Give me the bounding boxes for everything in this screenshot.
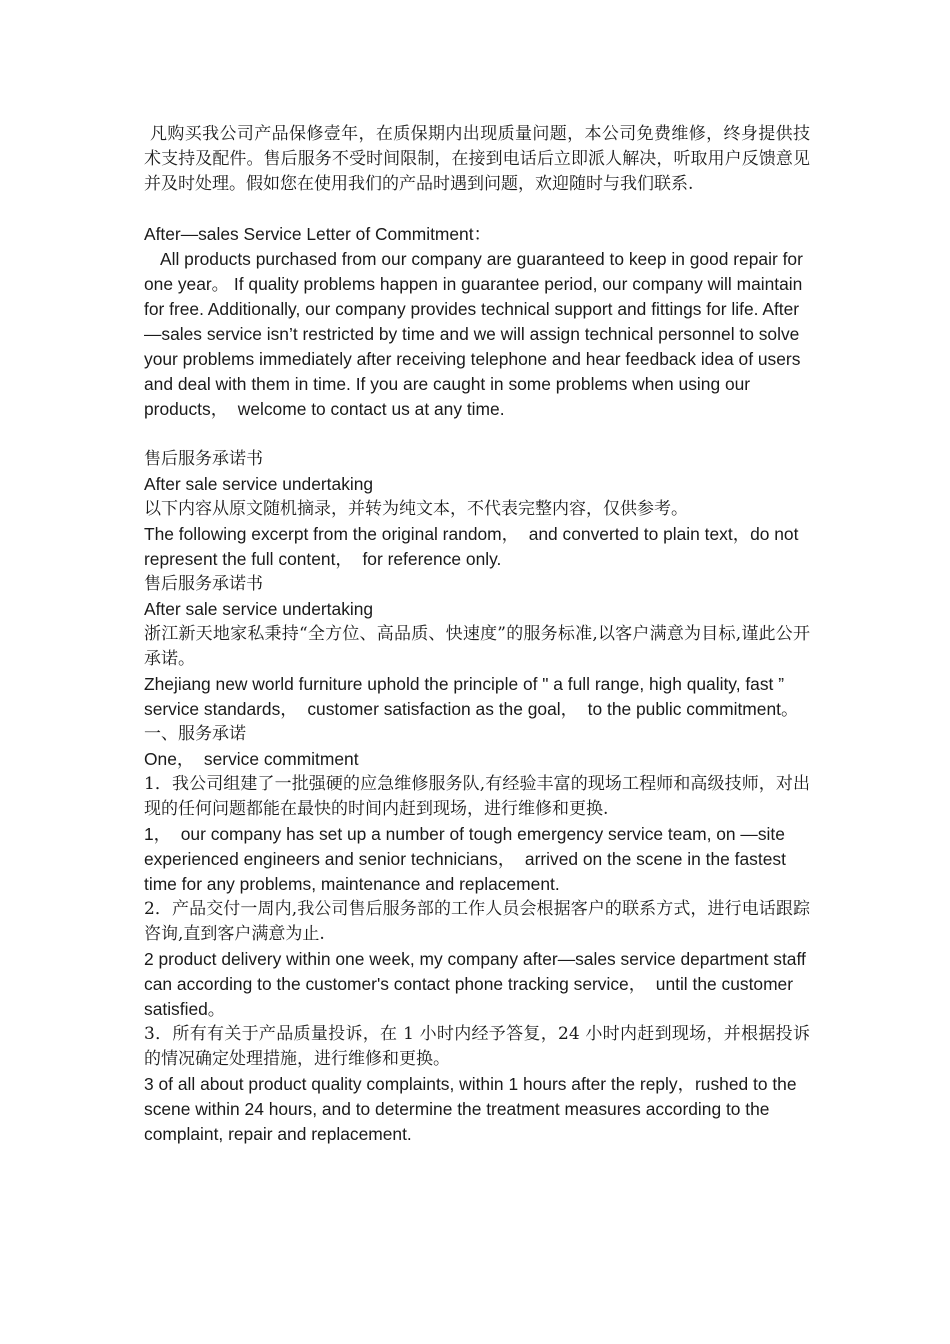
commitment-item-2-en: 2 product delivery within one week, my company after—sales service department staff can according to the customer's contact phone tracking service， until the customer satisfied。 — [144, 949, 811, 1019]
commitment-item-3-en: 3 of all about product quality complaints, within 1 hours after the reply，rushed to the scene within 24 hours, and to determine the treatment measures according to the complaint, repair and replacement. — [144, 1074, 802, 1144]
excerpt-note-en: The following excerpt from the original random， and converted to plain text，do not represent the full content， for reference only. — [144, 524, 804, 569]
section-heading-en: After sale service undertaking — [144, 474, 374, 494]
document-page — [144, 122, 810, 1147]
pledge-paragraph-en: Zhejiang new world furniture uphold the principle of " a full range, high quality, fast ” service standards， customer satisfaction as the goal， to the public commitment。 — [144, 674, 799, 719]
commitment-item-2-zh: 2．产品交付一周内,我公司售后服务部的工作人员会根据客户的联系方式，进行电话跟踪咨询,直到客户满意为止. — [144, 899, 810, 944]
paragraph-gap — [144, 197, 810, 222]
commitment-item-1-zh: 1．我公司组建了一批强硬的应急维修服务队,有经验丰富的现场工程师和高级技师，对出现的任何问题都能在最快的时间内赶到现场，进行维修和更换. — [144, 774, 810, 819]
section-heading-zh: 售后服务承诺书 — [144, 574, 263, 594]
letter-title-en: After—sales Service Letter of Commitment： — [144, 224, 491, 244]
paragraph-gap — [144, 422, 810, 447]
section-heading-en: After sale service undertaking — [144, 599, 374, 619]
pledge-paragraph-zh: 浙江新天地家私秉持“全方位、高品质、快速度”的服务标准,以客户满意为目标,谨此公开承诺。 — [144, 624, 810, 669]
intro-paragraph-zh: 凡购买我公司产品保修壹年，在质保期内出现质量问题，本公司免费维修，终身提供技术支持及配件。售后服务不受时间限制，在接到电话后立即派人解决，听取用户反馈意见并及时处理。假如您在使用我们的产品时遇到问题，欢迎随时与我们联系. — [144, 124, 810, 194]
section-heading-zh: 售后服务承诺书 — [144, 449, 263, 469]
commitment-item-3-zh: 3．所有有关于产品质量投诉，在 1 小时内经予答复，24 小时内赶到现场，并根据投诉的情况确定处理措施，进行维修和更换。 — [144, 1024, 810, 1069]
excerpt-note-zh: 以下内容从原文随机摘录，并转为纯文本，不代表完整内容，仅供参考。 — [144, 499, 688, 519]
letter-body-en: All products purchased from our company are guaranteed to keep in good repair for one year。 If quality problems happen in guarantee period, our company will maintain for free. Additionally, our company provides technical support and fittings for life. After—sales service isn’t restricted by time and we will assign technical personnel to solve your problems immediately after receiving telephone and hear feedback idea of users and deal with them in time. If you are caught in some problems when using our products， welcome to contact us at any time. — [144, 249, 808, 419]
part-heading-zh: 一、服务承诺 — [144, 724, 246, 744]
part-heading-en: One， service commitment — [144, 749, 359, 769]
commitment-item-1-en: 1， our company has set up a number of tough emergency service team, on —site experienced engineers and senior technicians， arrived on the scene in the fastest time for any problems, maintenance and replacement. — [144, 824, 791, 894]
